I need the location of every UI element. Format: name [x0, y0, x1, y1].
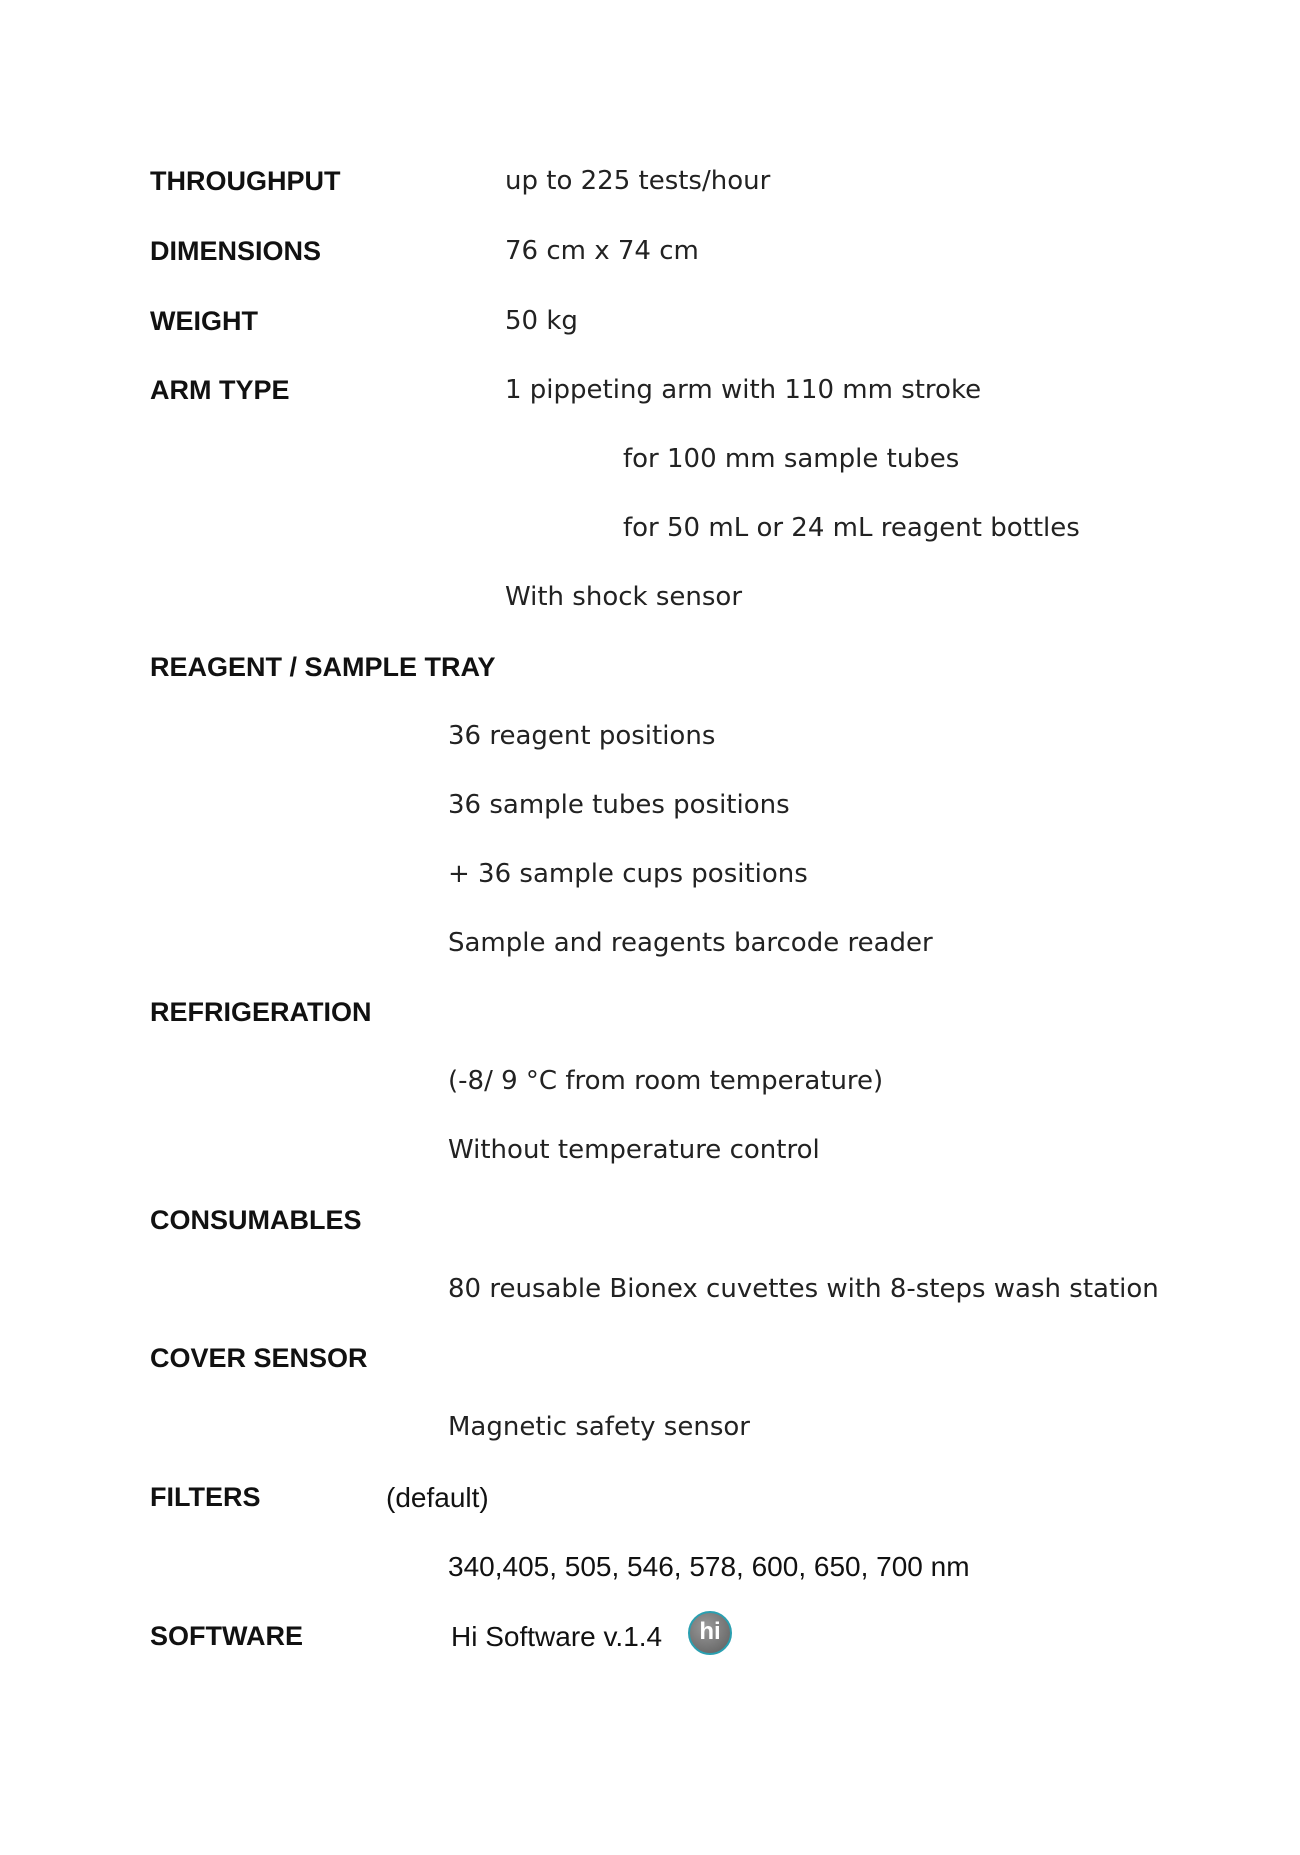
software-label: SOFTWARE [150, 1621, 303, 1651]
cover-sensor-value: Magnetic safety sensor [448, 1412, 750, 1442]
weight-value: 50 kg [505, 306, 578, 336]
hi-logo-text: hi [699, 1618, 721, 1645]
tray-label: REAGENT / SAMPLE TRAY [150, 652, 496, 682]
filters-value: 340,405, 505, 546, 578, 600, 650, 700 nm [448, 1551, 970, 1582]
hi-logo-icon [688, 1611, 732, 1655]
filters-note: (default) [386, 1482, 489, 1513]
tray-item: 36 sample tubes positions [448, 790, 790, 820]
consumables-value: 80 reusable Bionex cuvettes with 8-steps wash station [448, 1274, 1159, 1304]
weight-label: WEIGHT [150, 306, 258, 336]
dimensions-value: 76 cm x 74 cm [505, 236, 699, 266]
consumables-label: CONSUMABLES [150, 1205, 362, 1235]
throughput-value: up to 225 tests/hour [505, 166, 771, 196]
refrigeration-item: Without temperature control [448, 1135, 820, 1165]
dimensions-label: DIMENSIONS [150, 236, 322, 266]
arm-type-sub-tubes: for 100 mm sample tubes [623, 444, 960, 474]
arm-type-value: 1 pippeting arm with 110 mm stroke [505, 375, 982, 405]
arm-type-label: ARM TYPE [150, 375, 290, 405]
tray-item: 36 reagent positions [448, 721, 716, 751]
cover-sensor-label: COVER SENSOR [150, 1343, 368, 1373]
refrigeration-item: (-8/ 9 °C from room temperature) [448, 1066, 884, 1096]
tray-item: Sample and reagents barcode reader [448, 928, 933, 958]
throughput-label: THROUGHPUT [150, 166, 341, 196]
filters-label: FILTERS [150, 1482, 261, 1512]
tray-item: + 36 sample cups positions [448, 859, 808, 889]
arm-type-sub-bottles: for 50 mL or 24 mL reagent bottles [623, 513, 1080, 543]
software-value: Hi Software v.1.4 [451, 1621, 663, 1652]
arm-type-shock-sensor: With shock sensor [505, 582, 743, 612]
refrigeration-label: REFRIGERATION [150, 997, 372, 1027]
